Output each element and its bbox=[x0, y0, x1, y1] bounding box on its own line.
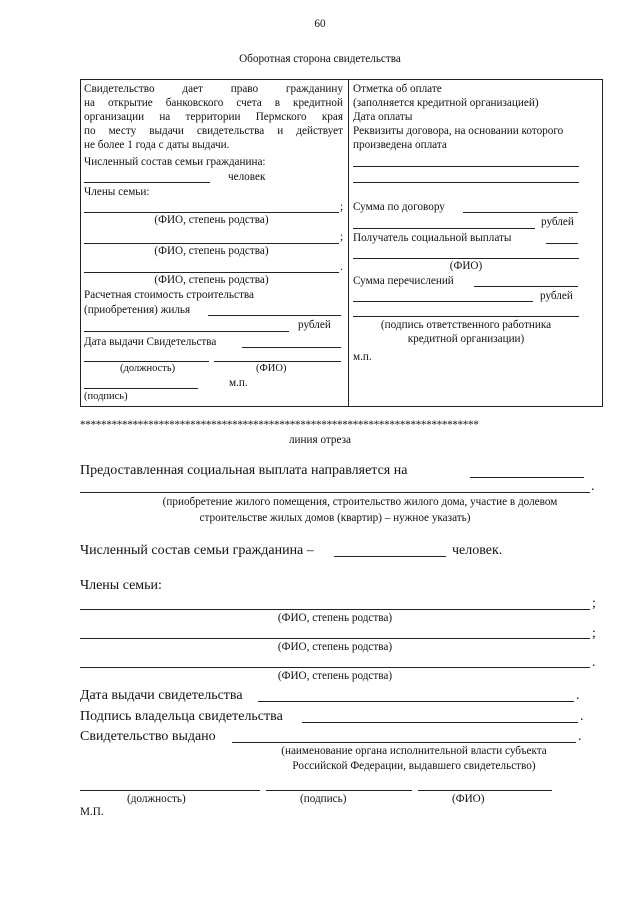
left-cost-field-b[interactable] bbox=[84, 331, 289, 332]
right-contract-sum-field-b[interactable] bbox=[353, 228, 535, 229]
bottom-directed-to-field-a[interactable] bbox=[470, 477, 584, 478]
bottom-issue-date-field[interactable] bbox=[258, 701, 574, 702]
bottom-owner-signature-period: . bbox=[580, 709, 584, 724]
right-filled-by: (заполняется кредитной организацией) bbox=[353, 97, 539, 109]
left-cost-rubles: рублей bbox=[298, 319, 331, 331]
bottom-authority-caption-2: Российской Федерации, выдавшего свидетельство) bbox=[292, 760, 536, 772]
left-fio-caption: (ФИО) bbox=[256, 363, 287, 374]
left-cost-line-2: (приобретения) жилья bbox=[84, 304, 191, 316]
bottom-family-size-label: Численный состав семьи гражданина – bbox=[80, 543, 314, 558]
left-family-size-label: Численный состав семьи гражданина: bbox=[84, 156, 266, 168]
right-transfer-sum-field-b[interactable] bbox=[353, 301, 533, 302]
bottom-member-semicolon-2: ; bbox=[592, 626, 596, 641]
right-contract-field-1[interactable] bbox=[353, 166, 579, 167]
bottom-member-caption-3: (ФИО, степень родства) bbox=[277, 670, 393, 682]
bottom-issued-by-label: Свидетельство выдано bbox=[80, 729, 216, 744]
bottom-members-label: Члены семьи: bbox=[80, 578, 162, 593]
bottom-issued-by-period: . bbox=[578, 729, 582, 744]
left-intro-line-3: организации на территории Пермского края bbox=[84, 111, 343, 123]
bottom-issued-by-field[interactable] bbox=[232, 742, 576, 743]
left-intro-line-5: не более 1 года с даты выдачи. bbox=[84, 139, 230, 151]
bottom-issue-date-period: . bbox=[576, 688, 580, 703]
left-cost-line-1: Расчетная стоимость строительства bbox=[84, 289, 254, 301]
left-members-label: Члены семьи: bbox=[84, 186, 150, 198]
right-contract-sum-field-a[interactable] bbox=[463, 212, 578, 213]
bottom-member-period-3: . bbox=[592, 655, 596, 670]
left-position-caption: (должность) bbox=[120, 363, 176, 374]
right-signature-caption-2: кредитной организации) bbox=[407, 333, 525, 345]
bottom-member-semicolon-1: ; bbox=[592, 596, 596, 611]
bottom-directed-to-field-b[interactable] bbox=[80, 492, 590, 493]
bottom-stamp: М.П. bbox=[80, 806, 104, 818]
right-payment-date: Дата оплаты bbox=[353, 111, 413, 123]
left-member-semicolon-2: ; bbox=[340, 231, 344, 243]
bottom-purpose-caption-1: (приобретение жилого помещения, строительство жилого дома, участие в долевом bbox=[162, 496, 558, 508]
left-intro-line-4: по месту выдачи свидетельства и действует bbox=[84, 125, 343, 137]
right-recipient-label: Получатель социальной выплаты bbox=[353, 232, 512, 244]
bottom-issue-date-label: Дата выдачи свидетельства bbox=[80, 688, 243, 703]
page-number: 60 bbox=[314, 18, 326, 30]
bottom-signature-caption: (подпись) bbox=[300, 793, 347, 805]
left-family-size-field[interactable] bbox=[84, 182, 210, 183]
bottom-directed-to-label: Предоставленная социальная выплата направляется на bbox=[80, 463, 408, 478]
bottom-fio-caption: (ФИО) bbox=[452, 793, 485, 805]
bottom-owner-signature-field[interactable] bbox=[302, 722, 578, 723]
right-transfer-sum-label: Сумма перечислений bbox=[353, 275, 454, 287]
left-member-period-3: . bbox=[340, 261, 343, 273]
right-payment-mark: Отметка об оплате bbox=[353, 83, 442, 95]
right-recipient-fio-caption: (ФИО) bbox=[449, 260, 483, 272]
right-contract-field-2[interactable] bbox=[353, 182, 579, 183]
bottom-family-size-field[interactable] bbox=[334, 556, 446, 557]
bottom-purpose-caption-2: строительстве жилых домов (квартир) – нужное указать) bbox=[199, 512, 471, 524]
cut-line-label: линия отреза bbox=[288, 434, 352, 446]
left-signature-caption: (подпись) bbox=[84, 391, 128, 402]
left-persons-word: человек bbox=[228, 171, 266, 183]
bottom-persons-word: человек. bbox=[452, 543, 503, 558]
right-transfer-sum-rubles: рублей bbox=[540, 290, 573, 302]
right-signature-field[interactable] bbox=[353, 316, 579, 317]
left-intro-line-1: Свидетельство дает право гражданину bbox=[84, 83, 343, 95]
left-signature-field[interactable] bbox=[84, 388, 198, 389]
bottom-directed-to-period: . bbox=[591, 479, 595, 494]
bottom-fio-field[interactable] bbox=[418, 790, 552, 791]
bottom-member-field-3[interactable] bbox=[80, 667, 590, 668]
cut-line-stars: **************************************************************************** bbox=[80, 419, 479, 431]
table-divider bbox=[348, 79, 349, 407]
bottom-member-caption-1: (ФИО, степень родства) bbox=[277, 612, 393, 624]
bottom-position-caption: (должность) bbox=[127, 793, 186, 805]
bottom-member-field-2[interactable] bbox=[80, 638, 590, 639]
left-member-caption-1: (ФИО, степень родства) bbox=[154, 214, 269, 226]
bottom-member-caption-2: (ФИО, степень родства) bbox=[277, 641, 393, 653]
right-contract-details-1: Реквизиты договора, на основании которого bbox=[353, 125, 564, 137]
right-transfer-sum-field-a[interactable] bbox=[474, 286, 578, 287]
page-heading: Оборотная сторона свидетельства bbox=[239, 53, 401, 65]
right-contract-details-2: произведена оплата bbox=[353, 139, 447, 151]
left-issue-date-field[interactable] bbox=[242, 347, 341, 348]
bottom-position-field[interactable] bbox=[80, 790, 260, 791]
left-stamp: м.п. bbox=[229, 377, 248, 389]
right-contract-sum-label: Сумма по договору bbox=[353, 201, 445, 213]
left-issue-date-label: Дата выдачи Свидетельства bbox=[84, 336, 217, 348]
right-signature-caption-1: (подпись ответственного работника bbox=[380, 319, 552, 331]
bottom-signature-field[interactable] bbox=[266, 790, 412, 791]
right-recipient-field-a[interactable] bbox=[546, 243, 578, 244]
left-cost-field-a[interactable] bbox=[208, 315, 341, 316]
left-member-caption-2: (ФИО, степень родства) bbox=[154, 245, 269, 257]
right-stamp: м.п. bbox=[353, 351, 372, 363]
left-member-semicolon-1: ; bbox=[340, 201, 344, 213]
right-contract-sum-rubles: рублей bbox=[541, 216, 574, 228]
left-member-caption-3: (ФИО, степень родства) bbox=[154, 274, 269, 286]
bottom-authority-caption-1: (наименование органа исполнительной власти субъекта bbox=[281, 745, 547, 757]
bottom-member-field-1[interactable] bbox=[80, 609, 590, 610]
left-intro-line-2: на открытие банковского счета в кредитной bbox=[84, 97, 343, 109]
bottom-owner-signature-label: Подпись владельца свидетельства bbox=[80, 709, 283, 724]
